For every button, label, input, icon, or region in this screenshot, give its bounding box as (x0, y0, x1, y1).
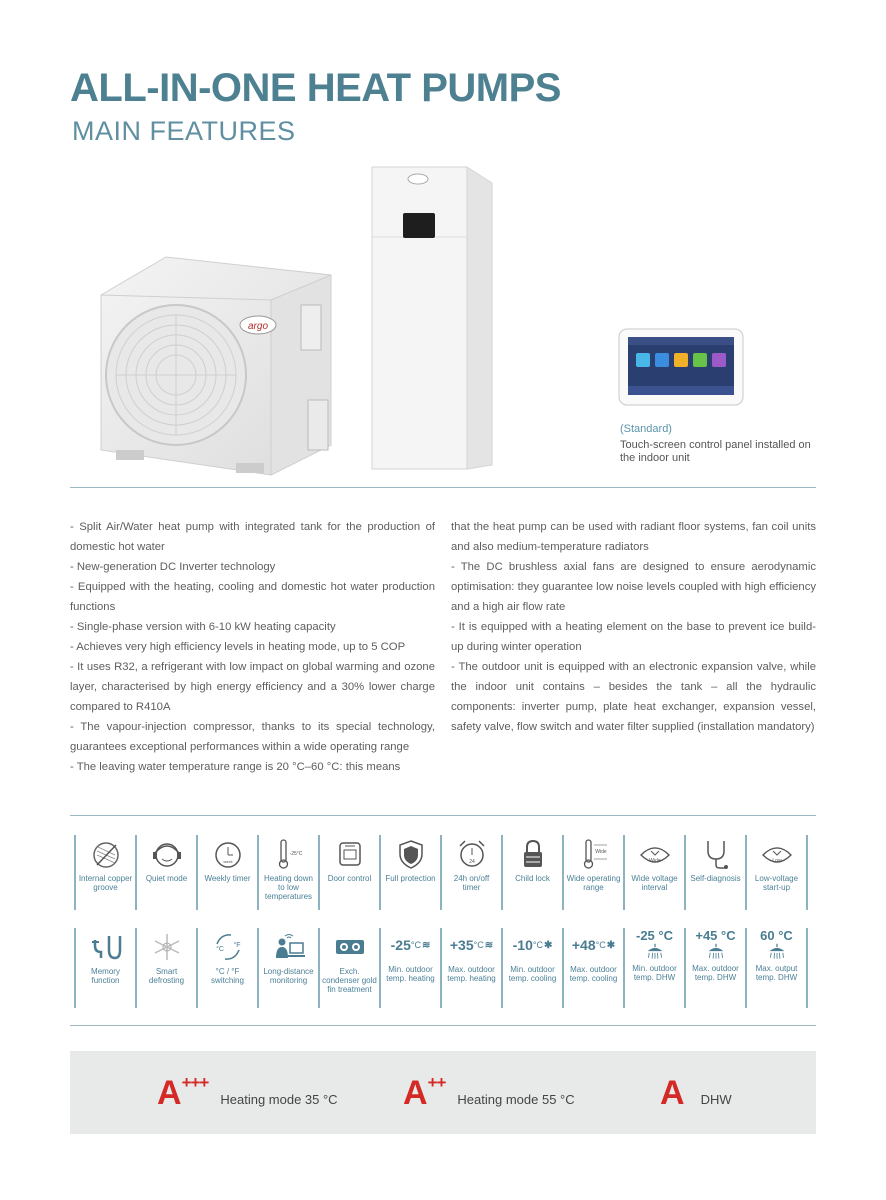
svg-text:°F: °F (232, 942, 241, 949)
feature-badge (442, 928, 503, 1008)
temperature-value: +48 °C ✱ (571, 937, 616, 953)
feature-label: Exch. condenser gold fin treatment (322, 967, 377, 994)
features-right-column (451, 517, 816, 737)
feature-label: Wide operating range (566, 874, 621, 892)
feature-item: - The vapour-injection compressor, thanks to its special technology, guarantees exceptional performances within a wide operating range (70, 721, 435, 753)
feature-badge (503, 835, 564, 910)
feature-label: Memory function (91, 967, 120, 985)
feature-item: - It uses R32, a refrigerant with low impact on global warming and ozone layer, characterised by high energy efficiency and a 30% lower charge compared to R410A (70, 661, 435, 713)
memory-plug-icon (89, 930, 123, 964)
feature-label: Door control (327, 874, 372, 883)
feature-item: - Equipped with the heating, cooling and domestic hot water production functions (70, 581, 435, 613)
feature-label: Full protection (385, 874, 436, 883)
feature-badge (74, 928, 137, 1008)
wide-thermometer-icon (577, 837, 611, 871)
feature-badge (564, 835, 625, 910)
svg-text:24: 24 (468, 859, 475, 865)
indoor-unit-image (370, 165, 495, 475)
divider (70, 487, 816, 488)
feature-badge (625, 928, 686, 1008)
feature-item: that the heat pump can be used with radiant floor systems, fan coil units and also medium-temperature radiators (451, 521, 816, 553)
feature-badge (137, 928, 198, 1008)
feature-badge (137, 835, 198, 910)
feature-label: Min. outdoor temp. cooling (508, 965, 557, 983)
temperature-value: -10 °C ✱ (512, 937, 553, 953)
shower-icon (641, 943, 669, 961)
shower-icon (763, 943, 791, 961)
feature-item: - New-generation DC Inverter technology (70, 561, 276, 573)
feature-icons-row-1 (74, 835, 808, 910)
feature-label: 24h on/off timer (453, 874, 490, 892)
energy-grade: A (660, 1073, 684, 1112)
feature-label: Min. outdoor temp. heating (386, 965, 435, 983)
feature-label: Heating down to low temperatures (264, 874, 313, 901)
energy-grade: A++ (403, 1072, 446, 1112)
feature-label: Long-distance monitoring (263, 967, 314, 985)
temperature-value: -25 °C ≋ (390, 937, 431, 953)
feature-label: Smart defrosting (148, 967, 185, 985)
snowflake-icon: ✱ (606, 939, 616, 951)
temperature-value: 60 °C (760, 928, 793, 943)
quiet-face-icon (150, 837, 184, 871)
remote-monitor-icon (272, 930, 306, 964)
feature-badge (381, 928, 442, 1008)
svg-text:Wide: Wide (594, 849, 607, 855)
shower-icon (702, 943, 730, 961)
svg-text:-25°C: -25°C (289, 851, 302, 857)
feature-label: Min. outdoor temp. DHW (632, 964, 677, 982)
divider (70, 815, 816, 816)
feature-badge (686, 835, 747, 910)
feature-badge (198, 928, 259, 1008)
feature-badge (564, 928, 625, 1008)
unit-switch-icon (211, 930, 245, 964)
feature-badge (442, 835, 503, 910)
door-control-icon (333, 837, 367, 871)
feature-badge (625, 835, 686, 910)
feature-badge (259, 928, 320, 1008)
snowflake-icon (150, 930, 184, 964)
svg-text:week: week (222, 859, 233, 864)
feature-item: - The DC brushless axial fans are designed to ensure aerodynamic optimisation: they guarantee low noise levels coupled with high efficiency and a high air flow rate (451, 561, 816, 613)
feature-item: - The leaving water temperature range is 20 °C–60 °C: this means (70, 761, 401, 773)
features-left-column (70, 517, 435, 777)
shield-icon (394, 837, 428, 871)
feature-badge (503, 928, 564, 1008)
temperature-value: +45 °C (695, 928, 736, 943)
alarm-clock-icon (455, 837, 489, 871)
outdoor-unit-image (96, 255, 346, 485)
feature-label: Quiet mode (145, 874, 188, 883)
feature-item: - Single-phase version with 6-10 kW heating capacity (70, 621, 336, 633)
energy-rating (157, 1051, 338, 1134)
panel-caption-text: Touch-screen control panel installed on the indoor unit (620, 439, 811, 464)
weekly-clock-icon (211, 837, 245, 871)
heat-waves-icon: ≋ (484, 939, 494, 951)
feature-label: Max. outdoor temp. DHW (692, 964, 739, 982)
feature-badge (198, 835, 259, 910)
feature-badge (747, 928, 808, 1008)
feature-label: Internal copper groove (78, 874, 133, 892)
panel-tag: (Standard) (620, 423, 672, 435)
energy-rating (403, 1051, 575, 1134)
feature-badge (259, 835, 320, 910)
heat-waves-icon: ≋ (421, 939, 431, 951)
feature-icons-row-2 (74, 928, 808, 1008)
svg-text:Low: Low (771, 858, 782, 864)
no-copper-icon (89, 837, 123, 871)
feature-label: Max. outdoor temp. cooling (569, 965, 618, 983)
divider (70, 1025, 816, 1026)
feature-badge (320, 835, 381, 910)
feature-item: - Split Air/Water heat pump with integrated tank for the production of domestic hot water (70, 521, 435, 553)
feature-badge (747, 835, 808, 910)
feature-badge (320, 928, 381, 1008)
feature-label: Wide voltage interval (631, 874, 678, 892)
energy-ratings (70, 1051, 816, 1134)
feature-label: Self-diagnosis (690, 874, 741, 883)
temperature-value: -25 °C (636, 928, 673, 943)
control-panel-image (618, 328, 744, 406)
low-voltage-icon (760, 837, 794, 871)
lock-icon (516, 837, 550, 871)
svg-text:°C: °C (215, 946, 224, 953)
panel-caption (620, 423, 820, 465)
svg-text:Wide: Wide (648, 858, 661, 864)
feature-item: - The outdoor unit is equipped with an electronic expansion valve, while the indoor unit contains – besides the tank – all the hydraulic components: inverter pump, plate heat exchanger, expansion vessel, safety valve, flow switch and water filter supplied (installation mandatory) (451, 661, 816, 733)
snowflake-icon: ✱ (543, 939, 553, 951)
gold-fin-icon (333, 930, 367, 964)
feature-label: Low-voltage start-up (754, 874, 799, 892)
feature-item: - Achieves very high efficiency levels in heating mode, up to 5 COP (70, 641, 406, 653)
wide-voltage-icon (638, 837, 672, 871)
feature-label: Weekly timer (204, 874, 251, 883)
thermometer-icon (272, 837, 306, 871)
feature-label: Max. output temp. DHW (755, 964, 798, 982)
energy-label: Heating mode 35 °C (220, 1092, 338, 1107)
energy-label: Heating mode 55 °C (457, 1092, 575, 1107)
energy-rating (660, 1051, 732, 1134)
energy-label: DHW (700, 1092, 732, 1107)
feature-item: - It is equipped with a heating element on the base to prevent ice build-up during winter operation (451, 621, 816, 653)
feature-label: Max. outdoor temp. heating (447, 965, 496, 983)
temperature-value: +35 °C ≋ (449, 937, 494, 953)
page-title: ALL-IN-ONE HEAT PUMPS (70, 66, 561, 110)
feature-label: Child lock (515, 874, 550, 883)
feature-badge (381, 835, 442, 910)
energy-grade: A+++ (157, 1072, 209, 1112)
feature-badge (74, 835, 137, 910)
page-subtitle: MAIN FEATURES (72, 116, 296, 146)
feature-label: °C / °F switching (211, 967, 244, 985)
argo-logo: argo (247, 321, 269, 332)
stethoscope-icon (699, 837, 733, 871)
feature-badge (686, 928, 747, 1008)
